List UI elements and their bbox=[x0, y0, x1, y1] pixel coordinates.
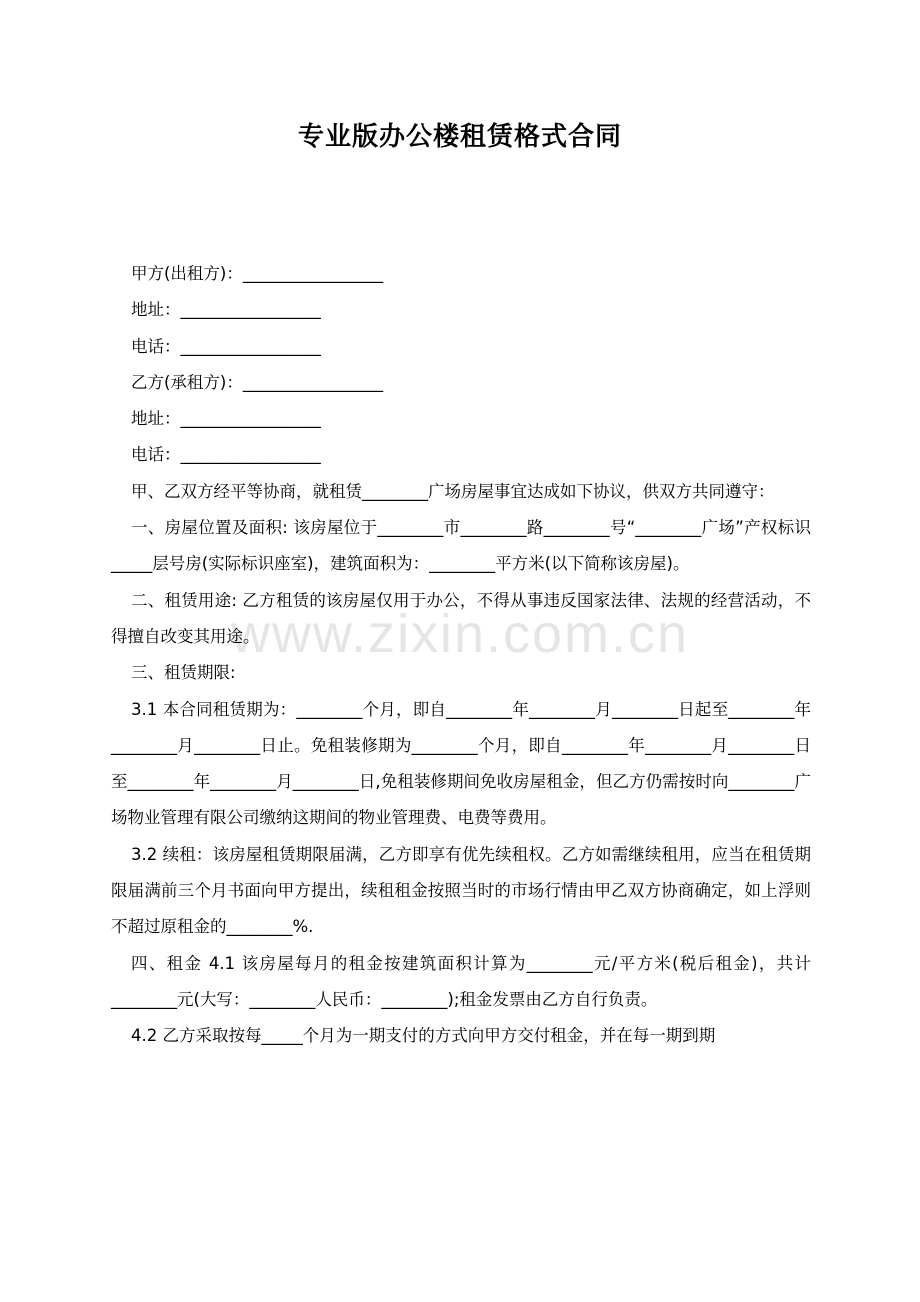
clause-1-location-area: 一、房屋位置及面积: 该房屋位于________市________路________号“________广场”产权标识_____层号房(实际标识座室)，建筑面积为：________平方米(以下简称该房屋)。 bbox=[111, 518, 811, 574]
party-b-name-line: 乙方(承租方)：_________________ bbox=[131, 372, 384, 392]
clause-2-usage: 二、租赁用途: 乙方租赁的该房屋仅用于办公，不得从事违反国家法律、法规的经营活动，不得擅自改变其用途。 bbox=[111, 590, 811, 646]
watermark: www.zixin.com.cn bbox=[230, 604, 690, 664]
clause-3-1-term: 3.1 本合同租赁期为：________个月，即自________年________月________日起至________年________月________日止。免租装修期为________个月，即自________年________月________日至________年________月________日,免租装修期间免收房屋租金，但乙方仍需按时向________广场物业管理有限公司缴纳这期间的物业管理费、电费等费用。 bbox=[111, 699, 811, 828]
party-a-name-line: 甲方(出租方)：_________________ bbox=[131, 264, 384, 283]
party-b-phone-line: 电话：_________________ bbox=[131, 445, 321, 465]
intro-paragraph: 甲、乙双方经平等协商，就租赁________广场房屋事宜达成如下协议，供双方共同遵守： bbox=[131, 481, 775, 501]
party-a-phone-line: 电话：_________________ bbox=[131, 336, 321, 356]
page-title: 专业版办公楼租赁格式合同 bbox=[297, 122, 622, 152]
clause-4-rent: 四、租金 4.1 该房屋每月的租金按建筑面积计算为________元/平方米(税后租金)，共计________元(大写：________人民币：________);租金发票由乙方自行负责。 bbox=[111, 953, 811, 1009]
party-b-address-line: 地址：_________________ bbox=[131, 409, 321, 429]
contract-body bbox=[111, 256, 811, 1055]
clause-4-2-payment: 4.2 乙方采取按每_____个月为一期支付的方式向甲方交付租金，并在每一期到期 bbox=[131, 1026, 716, 1046]
clause-3-heading: 三、租赁期限: bbox=[131, 663, 236, 683]
clause-3-2-renewal: 3.2 续租：该房屋租赁期限届满，乙方即享有优先续租权。乙方如需继续租用，应当在租赁期限届满前三个月书面向甲方提出，续租租金按照当时的市场行情由甲乙双方协商确定，如上浮则不超过原租金的________%. bbox=[111, 844, 811, 937]
party-a-address-line: 地址：_________________ bbox=[131, 300, 321, 320]
